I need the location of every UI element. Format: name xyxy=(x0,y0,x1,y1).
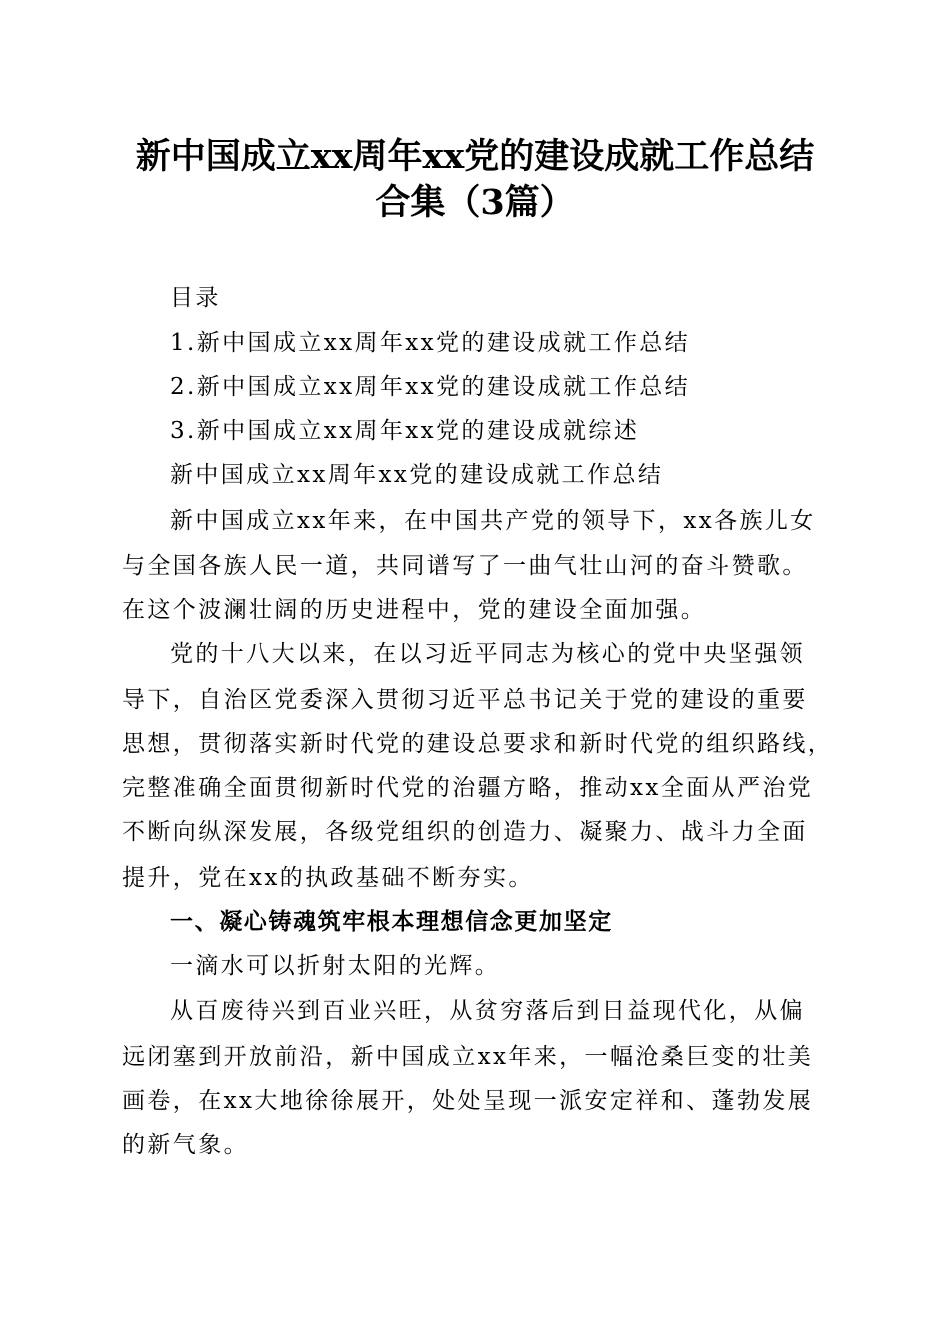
paragraph-1-line-1: 新中国成立xx年来，在中国共产党的领导下，xx各族儿女 xyxy=(170,508,816,534)
toc-item-2: 2.新中国成立xx周年xx党的建设成就工作总结 xyxy=(170,374,691,400)
toc-item-1: 1.新中国成立xx周年xx党的建设成就工作总结 xyxy=(170,330,691,356)
paragraph-4-line-1: 从百废待兴到百业兴旺，从贫穷落后到日益现代化，从偏 xyxy=(170,998,805,1024)
document-title-line-2: 合集（3篇） xyxy=(375,182,575,223)
paragraph-3: 一滴水可以折射太阳的光辉。 xyxy=(170,953,501,979)
paragraph-4-line-4: 的新气象。 xyxy=(122,1132,249,1158)
document-title-line-1: 新中国成立xx周年xx党的建设成就工作总结 xyxy=(135,136,815,177)
paragraph-2-line-1: 党的十八大以来，在以习近平同志为核心的党中央坚强领 xyxy=(170,641,805,667)
paragraph-2-line-2: 导下，自治区党委深入贯彻习近平总书记关于党的建设的重要 xyxy=(122,687,808,713)
article-title: 新中国成立xx周年xx党的建设成就工作总结 xyxy=(170,462,664,488)
paragraph-1-line-3: 在这个波澜壮阔的历史进程中，党的建设全面加强。 xyxy=(122,597,707,623)
paragraph-2-line-4: 完整准确全面贯彻新时代党的治疆方略，推动xx全面从严治党 xyxy=(122,775,814,801)
paragraph-2-line-3: 思想，贯彻落实新时代党的建设总要求和新时代党的组织路线， xyxy=(122,731,834,757)
toc-heading: 目录 xyxy=(170,285,221,311)
paragraph-1-line-2: 与全国各族人民一道，共同谱写了一曲气壮山河的奋斗赞歌。 xyxy=(122,553,808,579)
paragraph-4-line-2: 远闭塞到开放前沿，新中国成立xx年来，一幅沧桑巨变的壮美 xyxy=(122,1044,814,1070)
paragraph-2-line-5: 不断向纵深发展，各级党组织的创造力、凝聚力、战斗力全面 xyxy=(122,819,808,845)
section-1-heading: 一、凝心铸魂筑牢根本理想信念更加坚定 xyxy=(170,909,613,935)
paragraph-2-line-6: 提升，党在xx的执政基础不断夯实。 xyxy=(122,865,534,891)
paragraph-4-line-3: 画卷，在xx大地徐徐展开，处处呈现一派安定祥和、蓬勃发展 xyxy=(122,1088,814,1114)
toc-item-3: 3.新中国成立xx周年xx党的建设成就综述 xyxy=(170,418,640,444)
